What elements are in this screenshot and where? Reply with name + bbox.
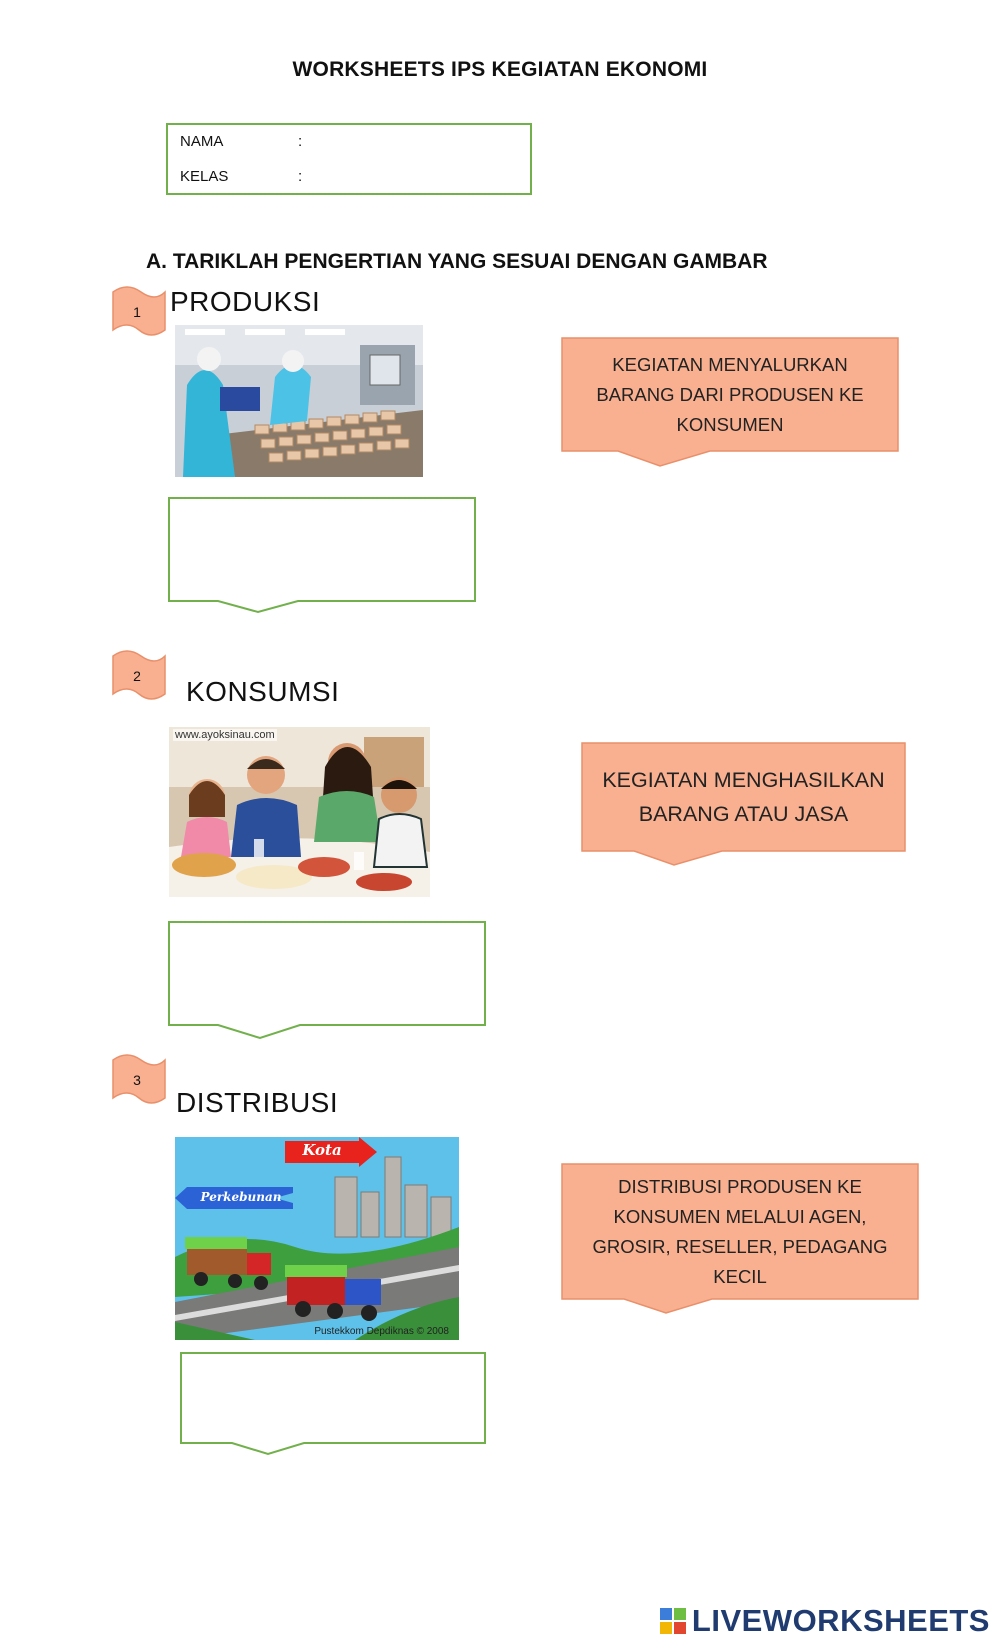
class-row[interactable] (180, 168, 302, 185)
image-credit: Pustekkom Depdiknas © 2008 (314, 1326, 449, 1337)
heading-distribusi: DISTRIBUSI (176, 1087, 339, 1118)
name-colon: : (298, 133, 303, 150)
production-photo (175, 325, 423, 477)
answer-box-2[interactable] (168, 921, 486, 1041)
class-label: KELAS (180, 168, 229, 185)
answer-box-1-outline (168, 497, 476, 614)
name-row[interactable] (180, 133, 302, 150)
definition-card-2[interactable] (582, 743, 905, 866)
section-a-title: A. TARIKLAH PENGERTIAN YANG SESUAI DENGAN GAMBAR (146, 250, 768, 273)
answer-box-1[interactable] (168, 497, 476, 614)
definition-3-text: DISTRIBUSI PRODUSEN KE KONSUMEN MELALUI AGEN, GROSIR, RESELLER, PEDAGANG KECIL (592, 1175, 888, 1287)
sign-city: Kota (302, 1141, 342, 1159)
distribution-illustration (175, 1137, 459, 1340)
worksheet-title: WORKSHEETS IPS KEGIATAN EKONOMI (292, 58, 708, 81)
answer-box-2-outline (168, 921, 486, 1041)
definition-1-text: KEGIATAN MENYALURKAN BARANG DARI PRODUSEN KE KONSUMEN (596, 353, 864, 435)
identity-box (166, 123, 532, 195)
heading-produksi: PRODUKSI (170, 286, 321, 317)
definition-2-text: KEGIATAN MENGHASILKAN BARANG ATAU JASA (602, 768, 885, 826)
number-flag-3-label: 3 (133, 1072, 141, 1088)
number-flag-2 (111, 648, 167, 704)
photo-watermark: www.ayoksinau.com (175, 729, 275, 741)
liveworksheets-mark-icon (660, 1608, 686, 1634)
answer-box-3[interactable] (180, 1352, 486, 1457)
number-flag-1 (111, 284, 167, 340)
heading-konsumsi: KONSUMSI (186, 676, 340, 707)
liveworksheets-logo-text: LIVEWORKSHEETS (691, 1603, 990, 1638)
definition-card-3[interactable] (562, 1164, 918, 1313)
name-label: NAMA (180, 133, 224, 150)
answer-box-3-outline (180, 1352, 486, 1457)
consumption-photo (169, 727, 430, 897)
definition-card-1[interactable] (562, 338, 898, 466)
number-flag-2-label: 2 (133, 668, 141, 684)
sign-farm: Perkebunan (200, 1190, 282, 1204)
class-colon: : (298, 168, 303, 185)
number-flag-3 (111, 1052, 167, 1108)
number-flag-1-label: 1 (133, 304, 141, 320)
liveworksheets-logo (660, 1603, 990, 1639)
